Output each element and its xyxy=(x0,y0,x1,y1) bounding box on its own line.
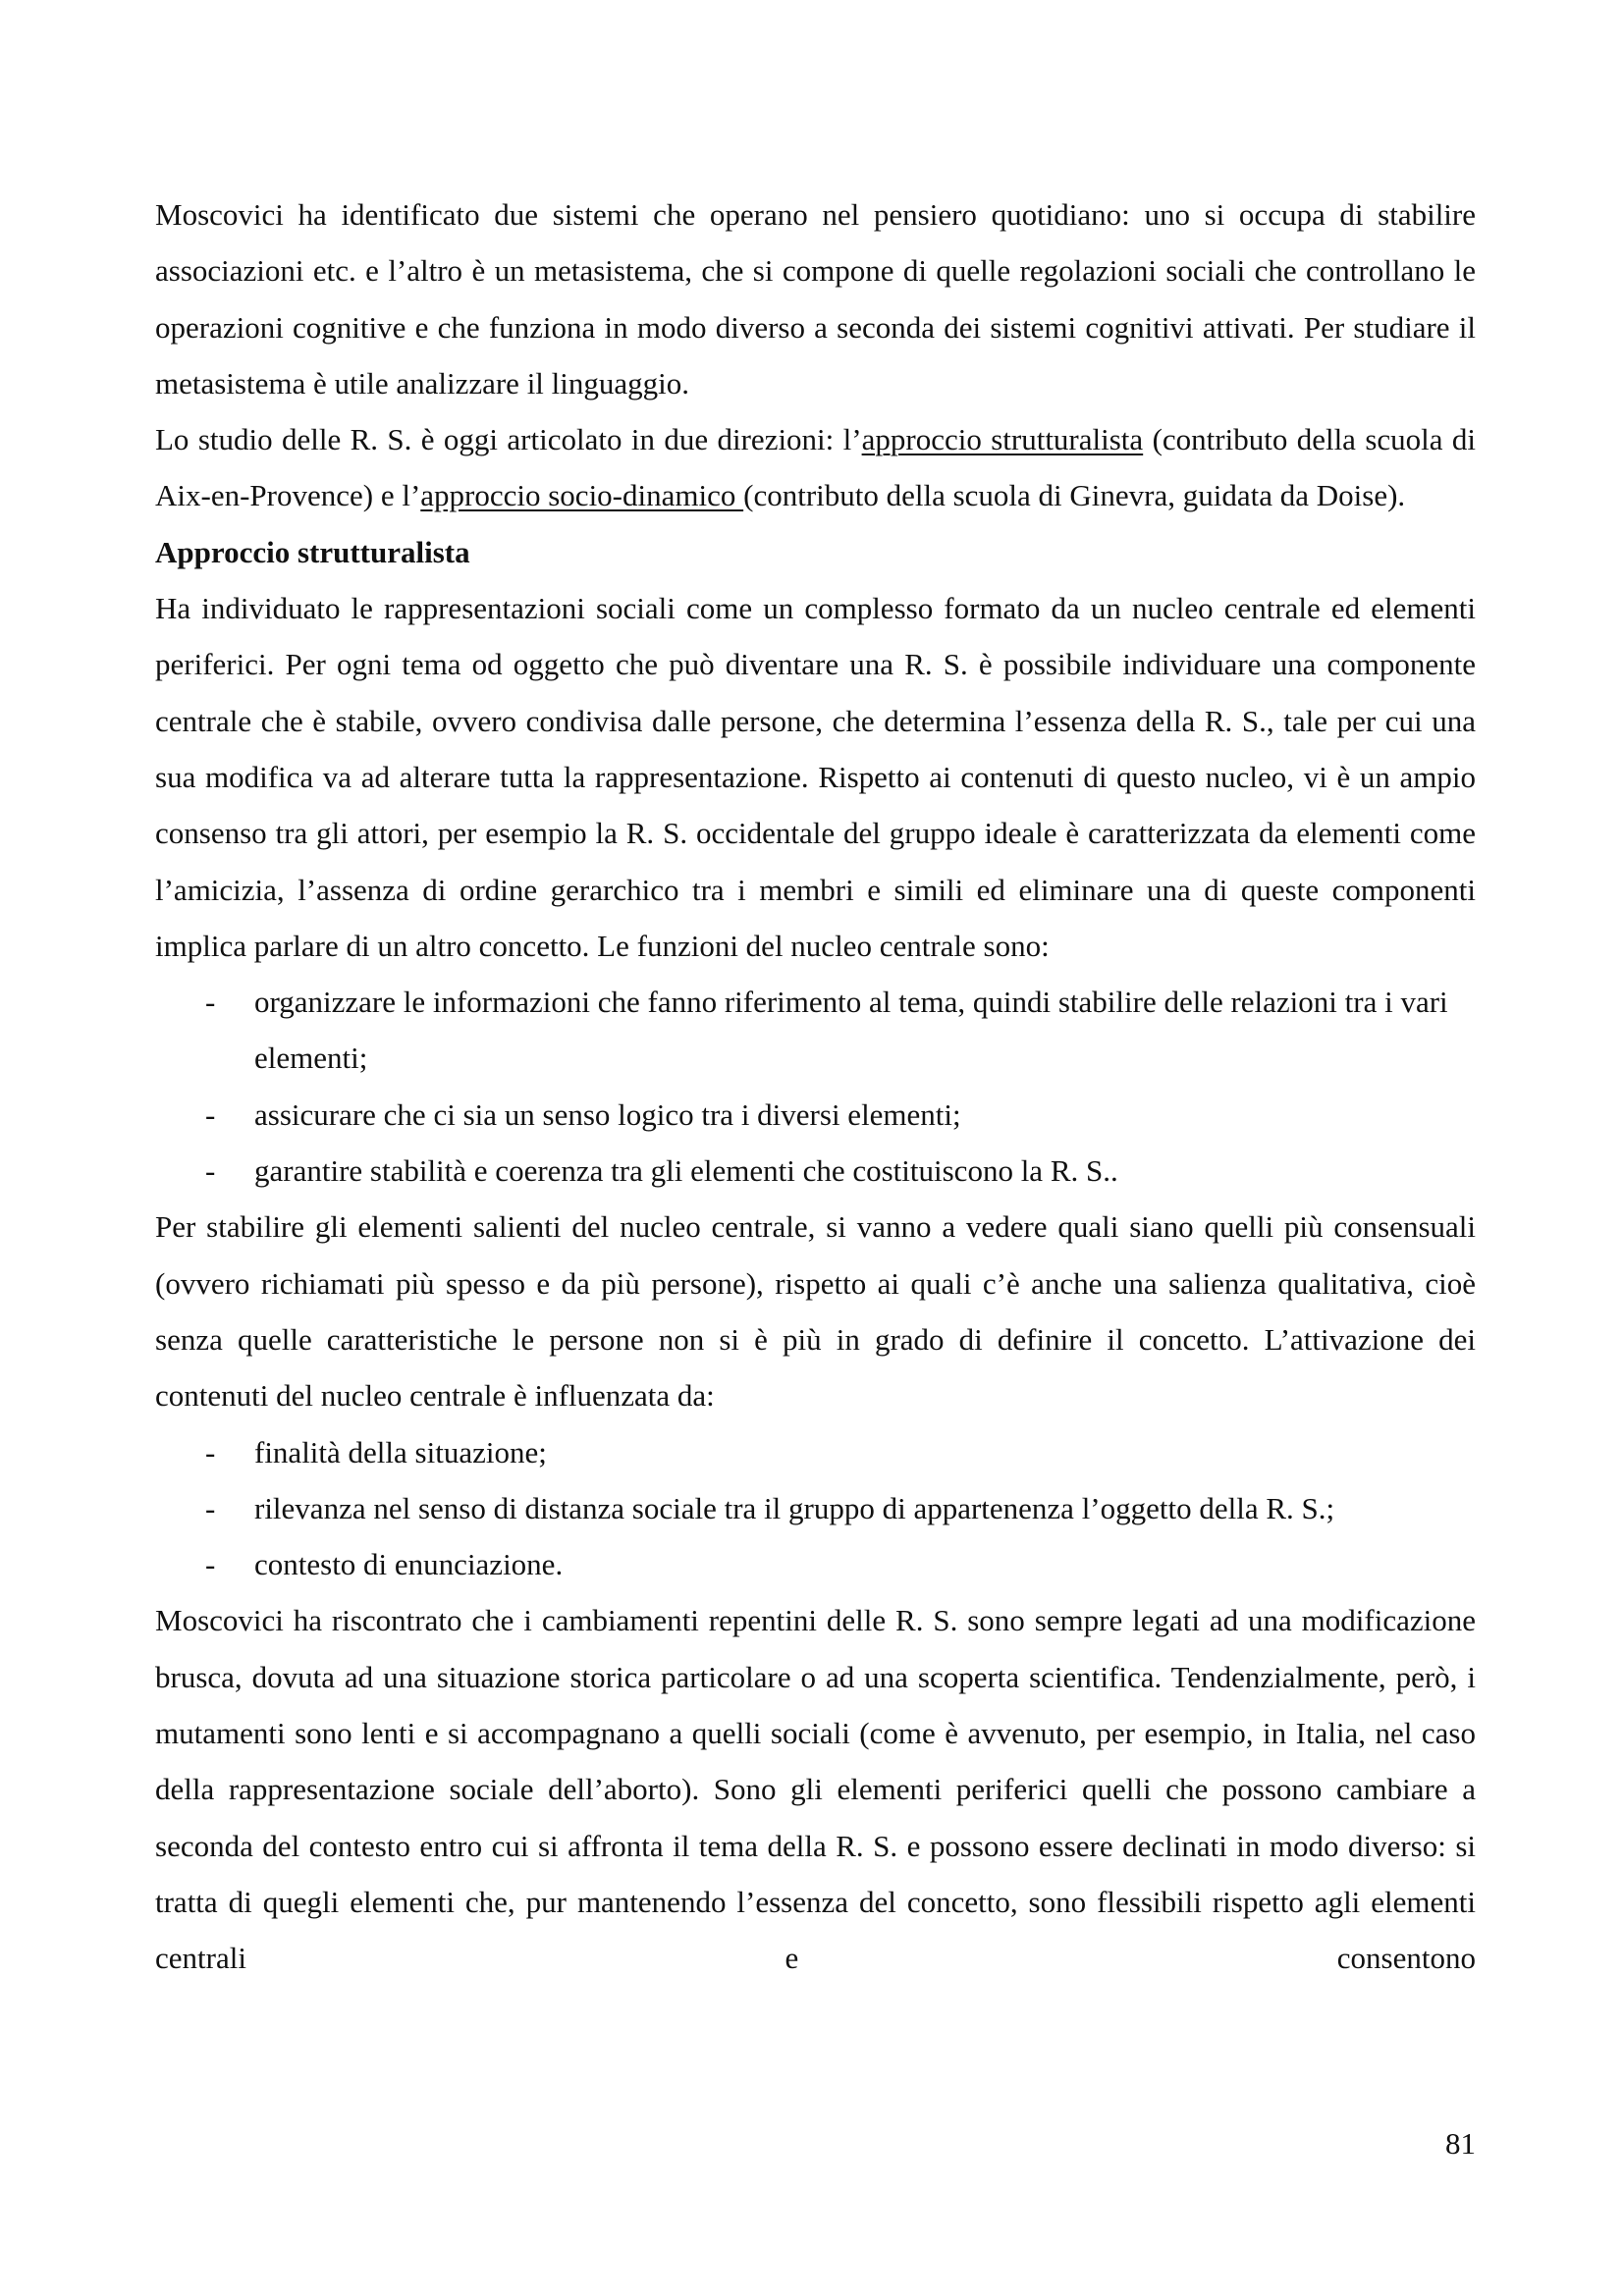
section-heading: Approccio strutturalista xyxy=(155,534,470,569)
list-dash: - xyxy=(205,1096,216,1132)
paragraph-cambiamenti: Moscovici ha riscontrato che i cambiamenti repentini delle R. S. sono sempre legati ad una modificazione brusca, dovuta ad una situazione storica particolare o ad una scoperta scientifica. Tendenzialmente, però, i mutamenti sono lenti e si accompagnano a quelli sociali (come è avvenuto, per esempio, in Italia, nel caso della rappresentazione sociale dell’aborto). Sono gli elementi periferici quelli che possono cambiare a seconda del contesto entro cui si affronta il tema della R. S. e possono essere declinati in modo diverso: si tratta di quegli elementi che, pur mantenendo l’essenza del concetto, sono flessibili rispetto agli elementi centrali e consentono xyxy=(155,1603,1476,1976)
paragraph-directions xyxy=(155,411,1476,524)
list-item: - contesto di enunciazione. xyxy=(155,1536,1476,1592)
page-number: 81 xyxy=(1445,2126,1476,2161)
list-item: - organizzare le informazioni che fanno riferimento al tema, quindi stabilire delle relazioni tra i vari elementi; xyxy=(155,974,1476,1087)
directions-text-2: (contributo della scuola di Aix-en-Provence) e l’ xyxy=(155,422,1477,513)
list-item: - finalità della situazione; xyxy=(155,1424,1476,1480)
paragraph-nucleo-centrale: Ha individuato le rappresentazioni sociali come un complesso formato da un nucleo centrale ed elementi periferici. Per ogni tema od oggetto che può diventare una R. S. è possibile individuare una componente centrale che è stabile, ovvero condivisa dalle persone, che determina l’essenza della R. S., tale per cui una sua modifica va ad alterare tutta la rappresentazione. Rispetto ai contenuti di questo nucleo, vi è un ampio consenso tra gli attori, per esempio la R. S. occidentale del gruppo ideale è caratterizzata da elementi come l’amicizia, l’assenza di ordine gerarchico tra i membri e simili ed eliminare una di queste componenti implica parlare di un altro concetto. Le funzioni del nucleo centrale sono: xyxy=(155,591,1476,963)
directions-text-3: (contributo della scuola di Ginevra, guidata da Doise). xyxy=(743,478,1406,513)
directions-text-1: Lo studio delle R. S. è oggi articolato in due direzioni: l’ xyxy=(155,422,862,457)
list-dash: - xyxy=(205,1153,216,1189)
link-approccio-strutturalista[interactable]: approccio strutturalista xyxy=(861,422,1144,457)
list-item: - assicurare che ci sia un senso logico tra i diversi elementi; xyxy=(155,1087,1476,1143)
paragraph-metasistema: Moscovici ha identificato due sistemi che operano nel pensiero quotidiano: uno si occupa di stabilire associazioni etc. e l’altro è un metasistema, che si compone di quelle regolazioni sociali che controllano le operazioni cognitive e che funziona in modo diverso a seconda dei sistemi cognitivi attivati. Per studiare il metasistema è utile analizzare il linguaggio. xyxy=(155,197,1476,400)
list-dash: - xyxy=(205,1434,216,1469)
list-dash: - xyxy=(205,1547,216,1582)
list-item: - rilevanza nel senso di distanza sociale tra il gruppo di appartenenza l’oggetto della R. S.; xyxy=(155,1480,1476,1536)
list-dash: - xyxy=(205,985,216,1020)
page-body xyxy=(155,187,1476,1987)
link-approccio-socio-dinamico[interactable]: approccio socio-dinamico xyxy=(420,478,744,513)
paragraph-elementi-salienti: Per stabilire gli elementi salienti del nucleo centrale, si vanno a vedere quali siano quelli più consensuali (ovvero richiamati più spesso e da più persone), rispetto ai quali c’è anche una salienza qualitativa, cioè senza quelle caratteristiche le persone non si è più in grado di definire il concetto. L’attivazione dei contenuti del nucleo centrale è influenzata da: xyxy=(155,1209,1476,1414)
functions-list xyxy=(155,974,1476,1199)
list-dash: - xyxy=(205,1490,216,1525)
activation-list xyxy=(155,1424,1476,1593)
list-item: - garantire stabilità e coerenza tra gli elementi che costituiscono la R. S.. xyxy=(155,1143,1476,1199)
